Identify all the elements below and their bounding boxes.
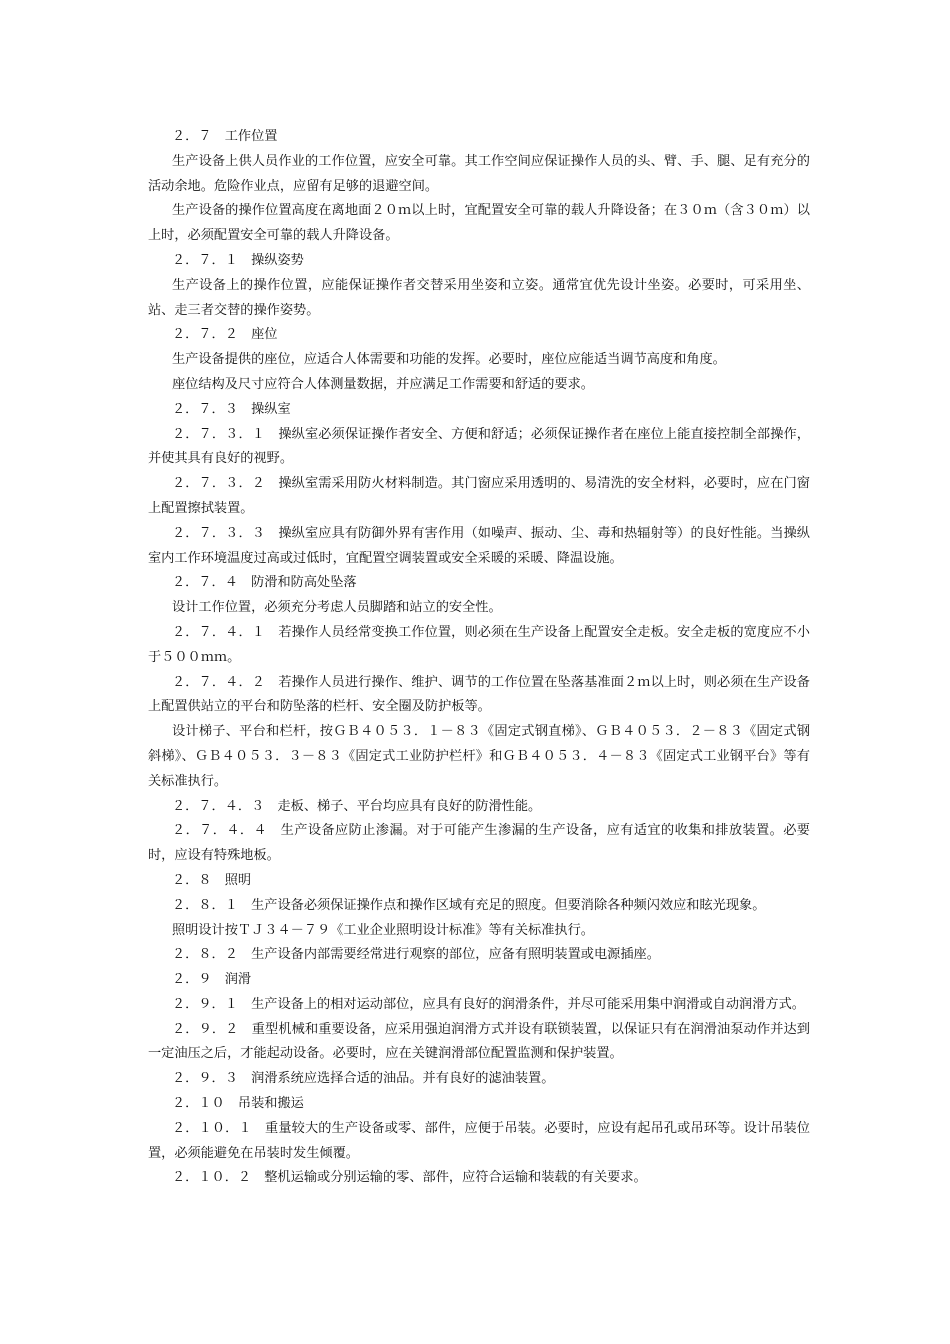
body-paragraph: ２．９．３ 润滑系统应选择合适的油品。并有良好的滤油装置。 (172, 1071, 555, 1087)
section-heading: ２．９ 润滑 (172, 972, 252, 988)
section-heading: ２．７．４ 防滑和防高处坠落 (172, 575, 357, 591)
body-paragraph: ２．９．１ 生产设备上的相对运动部位，应具有良好的润滑条件，并尽可能采用集中润滑或自动润滑方式。 (172, 996, 805, 1012)
body-paragraph: 照明设计按ＴＪ３４－７９《工业企业照明设计标准》等有关标准执行。 (172, 922, 594, 938)
body-paragraph: ２．７．３．２ 操纵室需采用防火材料制造。其门窗应采用透明的、易清洗的安全材料，必要时，应在门窗上配置擦拭装置。 (148, 476, 810, 516)
section-heading: ２．７．１ 操纵姿势 (172, 252, 304, 268)
section-heading: ２．７．２ 座位 (172, 327, 278, 343)
section-heading: ２．７．３ 操纵室 (172, 401, 291, 417)
section-heading: ２．８ 照明 (172, 872, 252, 888)
body-paragraph: 设计梯子、平台和栏杆，按ＧＢ４０５３．１－８３《固定式钢直梯》、ＧＢ４０５３．２－８３《固定式钢斜梯》、ＧＢ４０５３．３－８３《固定式工业防护栏杆》和ＧＢ４０５３．４－８３《固定式工业钢平台》等有关标准执行。 (148, 724, 810, 789)
body-paragraph: 生产设备上供人员作业的工作位置，应安全可靠。其工作空间应保证操作人员的头、臂、手、腿、足有充分的活动余地。危险作业点，应留有足够的退避空间。 (148, 153, 810, 194)
body-paragraph: ２．７．４．３ 走板、梯子、平台均应具有良好的防滑性能。 (172, 798, 542, 814)
body-paragraph: ２．８．２ 生产设备内部需要经常进行观察的部位，应备有照明装置或电源插座。 (172, 947, 660, 963)
body-paragraph: ２．１０．１ 重量较大的生产设备或零、部件，应便于吊装。必要时，应设有起吊孔或吊环等。设计吊装位置，必须能避免在吊装时发生倾覆。 (148, 1120, 810, 1161)
document-body (148, 125, 810, 1191)
body-paragraph: ２．７．４．２ 若操作人员进行操作、维护、调节的工作位置在坠落基准面２ｍ以上时，则必须在生产设备上配置供站立的平台和防坠落的栏杆、安全圈及防护板等。 (148, 674, 810, 715)
body-paragraph: ２．８．１ 生产设备必须保证操作点和操作区域有充足的照度。但要消除各种频闪效应和眩光现象。 (172, 897, 766, 913)
body-paragraph: ２．９．２ 重型机械和重要设备，应采用强迫润滑方式并设有联锁装置，以保证只有在润滑油泵动作并达到一定油压之后，才能起动设备。必要时，应在关键润滑部位配置监测和保护装置。 (148, 1021, 810, 1062)
body-paragraph: ２．７．４．４ 生产设备应防止渗漏。对于可能产生渗漏的生产设备，应有适宜的收集和排放装置。必要时，应设有特殊地板。 (148, 823, 810, 864)
body-paragraph: 座位结构及尺寸应符合人体测量数据，并应满足工作需要和舒适的要求。 (172, 376, 594, 392)
section-heading: ２．１０ 吊装和搬运 (172, 1096, 304, 1112)
body-paragraph: ２．７．３．１ 操纵室必须保证操作者安全、方便和舒适；必须保证操作者在座位上能直接控制全部操作，并使其具有良好的视野。 (148, 426, 810, 467)
body-paragraph: 设计工作位置，必须充分考虑人员脚踏和站立的安全性。 (172, 600, 502, 616)
body-paragraph: 生产设备上的操作位置，应能保证操作者交替采用坐姿和立姿。通常宜优先设计坐姿。必要时，可采用坐、站、走三者交替的操作姿势。 (148, 277, 810, 318)
body-paragraph: ２．１０．２ 整机运输或分别运输的零、部件，应符合运输和装载的有关要求。 (172, 1170, 647, 1186)
body-paragraph: 生产设备的操作位置高度在离地面２０ｍ以上时，宜配置安全可靠的载人升降设备；在３０ｍ（含３０ｍ）以上时，必须配置安全可靠的载人升降设备。 (148, 203, 810, 244)
body-paragraph: ２．７．４．１ 若操作人员经常变换工作位置，则必须在生产设备上配置安全走板。安全走板的宽度应不小于５００ｍｍ。 (148, 624, 810, 665)
body-paragraph: ２．７．３．３ 操纵室应具有防御外界有害作用（如噪声、振动、尘、毒和热辐射等）的良好性能。当操纵室内工作环境温度过高或过低时，宜配置空调装置或安全采暖的采暖、降温设施。 (148, 525, 810, 566)
section-heading: ２．７ 工作位置 (172, 129, 278, 144)
body-paragraph: 生产设备提供的座位，应适合人体需要和功能的发挥。必要时，座位应能适当调节高度和角度。 (172, 352, 726, 368)
